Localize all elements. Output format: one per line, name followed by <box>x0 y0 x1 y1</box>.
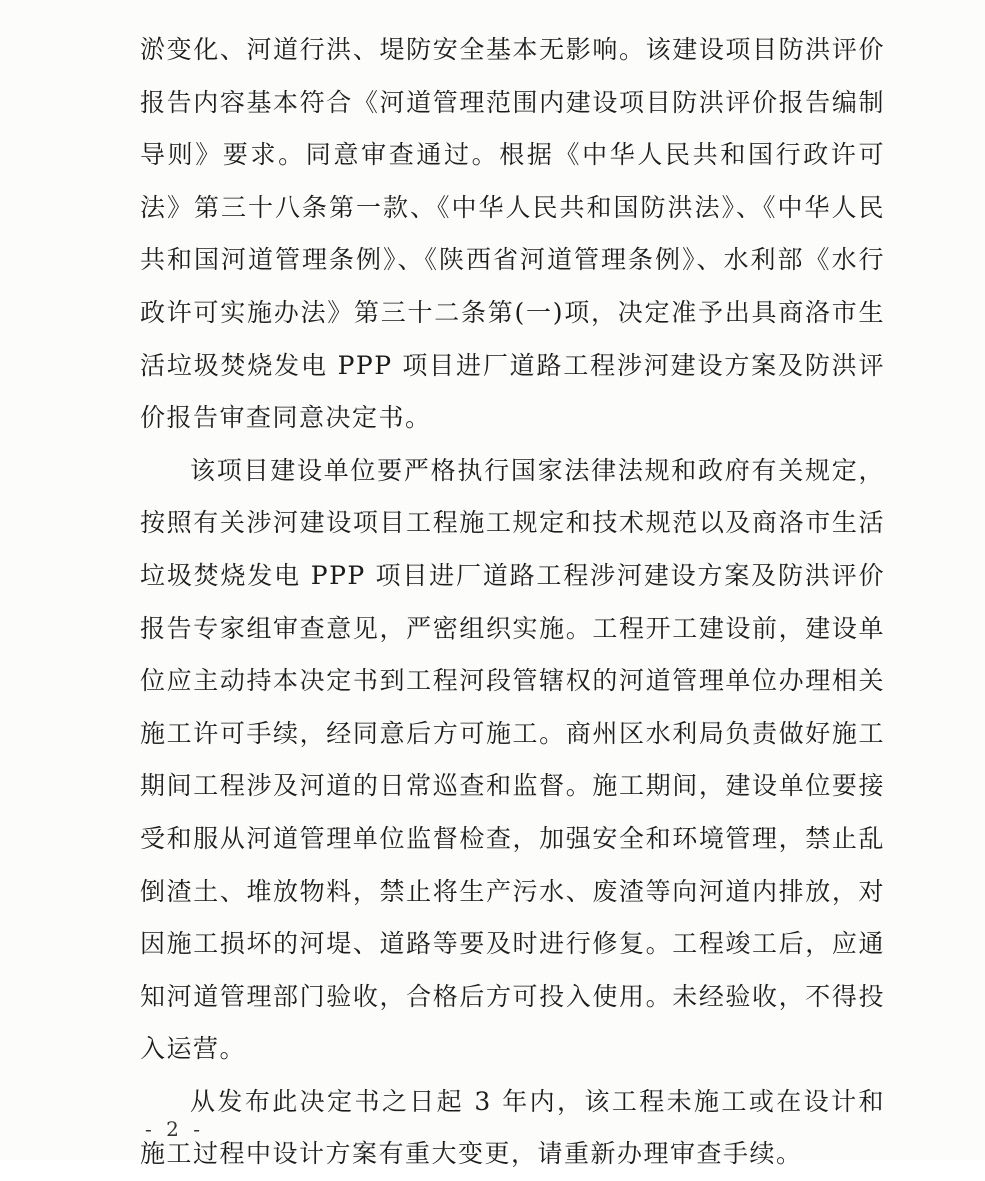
document-body <box>140 24 885 1181</box>
paragraph-construction-requirements: 该项目建设单位要严格执行国家法律法规和政府有关规定，按照有关涉河建设项目工程施工规定和技术规范以及商洛市生活垃圾焚烧发电 PPP 项目进厂道路工程涉河建设方案及防洪评价报告专家组审查意见，严密组织实施。工程开工建设前，建设单位应主动持本决定书到工程河段管辖权的河道管理单位办理相关施工许可手续，经同意后方可施工。商州区水利局负责做好施工期间工程涉及河道的日常巡查和监督。施工期间，建设单位要接受和服从河道管理单位监督检查，加强安全和环境管理，禁止乱倒渣土、堆放物料，禁止将生产污水、废渣等向河道内排放，对因施工损坏的河堤、道路等要及时进行修复。工程竣工后，应通知河道管理部门验收，合格后方可投入使用。未经验收，不得投入运营。 <box>140 455 885 1064</box>
paragraph-validity-period: 从发布此决定书之日起 3 年内，该工程未施工或在设计和施工过程中设计方案有重大变更，请重新办理审查手续。 <box>140 1086 885 1169</box>
paragraph-approval-decision: 淤变化、河道行洪、堤防安全基本无影响。该建设项目防洪评价报告内容基本符合《河道管理范围内建设项目防洪评价报告编制导则》要求。同意审查通过。根据《中华人民共和国行政许可法》第三十八条第一款、《中华人民共和国防洪法》、《中华人民共和国河道管理条例》、《陕西省河道管理条例》、水利部《水行政许可实施办法》第三十二条第(一)项，决定准予出具商洛市生活垃圾焚烧发电 PPP 项目进厂道路工程涉河建设方案及防洪评价报告审查同意决定书。 <box>140 35 885 433</box>
page-number: - 2 - <box>145 1117 204 1141</box>
